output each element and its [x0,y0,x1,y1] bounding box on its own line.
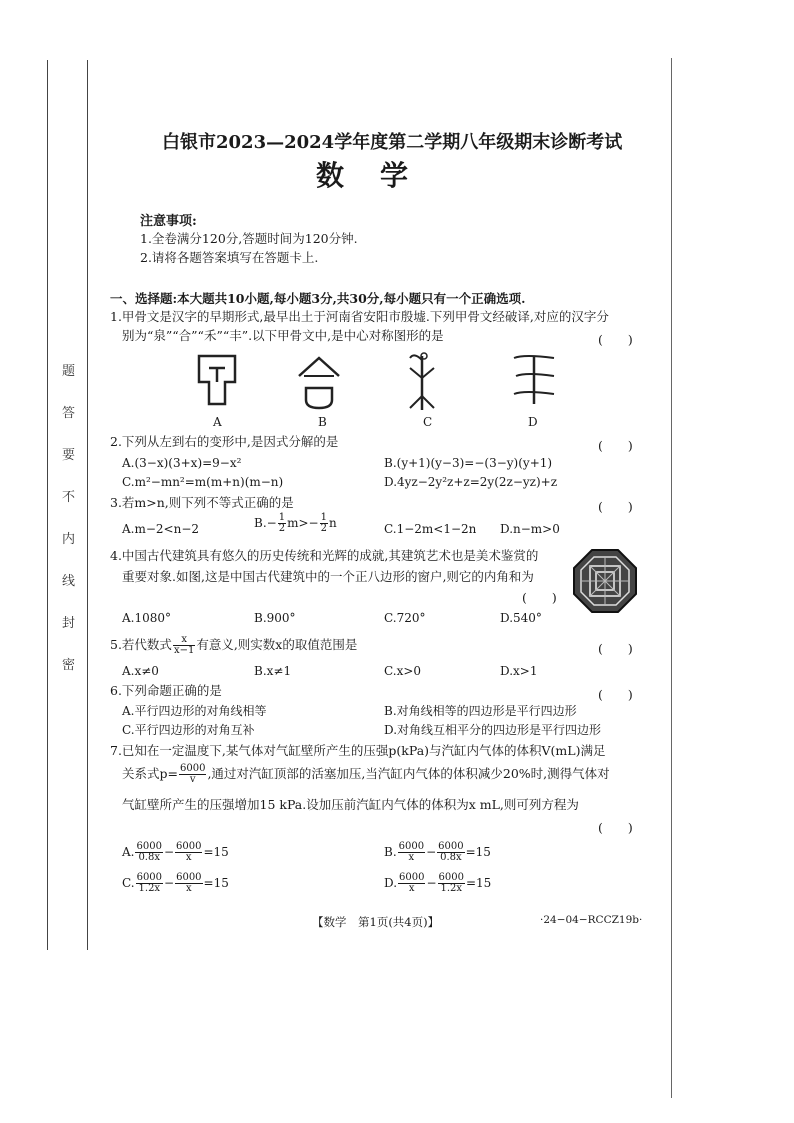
numerator: 6000 [398,841,425,852]
q7-option-c [122,873,229,894]
denominator: x [408,883,415,894]
q6-option-c: C.平行四边形的对角互补 [122,723,255,737]
subject-title: 数 学 [316,159,413,192]
option-label: C. [122,876,135,890]
note-item: 2.请将各题答案填写在答题卡上. [140,250,319,265]
figure-label: B [318,415,327,429]
q2-option-a: A.(3−x)(3+x)=9−x² [122,456,242,470]
equation-rhs: =15 [465,876,492,890]
numerator: 6000 [176,872,202,883]
equation-rhs: =15 [203,876,229,890]
q4-option-c: C.720° [384,611,426,625]
fraction [437,842,464,863]
q4-option-d: D.540° [500,611,542,625]
q7-option-d [384,873,491,894]
equation-rhs: =15 [465,845,491,859]
binding-char: 密 [62,658,76,673]
binding-line-left [47,60,48,950]
q7-stem-prefix: 关系式p= [122,766,178,781]
q2-option-d: D.4yz−2y²z+z=2y(2z−yz)+z [384,475,558,489]
minus-sign: − [426,845,437,859]
minus-sign: − [426,876,437,890]
fraction [398,873,425,894]
q3-stem: 3.若m>n,则下列不等式正确的是 [110,495,294,510]
oracle-glyph-he-grain [404,350,440,412]
fraction [175,873,202,894]
denominator: 1.2x [138,883,161,894]
q5-stem-prefix: 5.若代数式 [110,637,172,652]
denominator: x [186,883,192,894]
minus-sign: − [164,876,175,890]
denominator: 0.8x [440,852,462,863]
oracle-glyph-quan [195,352,239,412]
figure-label: D [528,415,538,429]
exam-title: 白银市2023—2024学年度第二学期八年级期末诊断考试 [162,132,623,153]
denominator: x [185,852,192,863]
q3-option-d: D.n−m>0 [500,522,560,536]
q7-stem: 7.已知在一定温度下,某气体对气缸壁所产生的压强p(kPa)与汽缸内气体的体积V(mL)满足 [110,743,606,758]
q5-option-c: C.x>0 [384,664,422,678]
q5-stem-suffix: 有意义,则实数x的取值范围是 [196,637,358,652]
denominator: 2 [278,523,286,534]
q6-option-b: B.对角线相等的四边形是平行四边形 [384,704,577,718]
denominator: x−1 [173,645,195,656]
option-label: D. [384,876,398,890]
fraction [398,842,425,863]
numerator: 6000 [136,872,163,883]
fraction [438,873,465,894]
answer-paren: ( ) [598,499,633,514]
q3-option-c: C.1−2m<1−2n [384,522,477,536]
figure-label: A [213,415,222,429]
binding-char: 答 [62,406,76,421]
q3-option-b-prefix: B.− [254,516,277,530]
notes-heading: 注意事项: [140,214,197,229]
numerator: 1 [320,512,327,523]
oracle-glyph-he [296,354,342,412]
q5-option-b: B.x≠1 [254,664,292,678]
answer-paren: ( ) [522,590,557,605]
q7-formula-fraction [179,764,206,785]
oracle-glyph-feng [510,352,556,408]
octagon-window-figure [572,548,638,614]
denominator: 1.2x [440,883,463,894]
option-label: B. [384,845,397,859]
numerator: 6000 [179,763,206,774]
denominator: x [408,852,415,863]
q4-stem: 4.中国古代建筑具有悠久的历史传统和光辉的成就,其建筑艺术也是美术鉴赏的 [110,548,539,563]
q3-option-b-mid: m>− [287,516,319,530]
numerator: 6000 [438,841,464,852]
denominator: 0.8x [138,852,160,863]
q4-option-a: A.1080° [122,611,172,625]
binding-line-right [87,60,88,950]
note-item: 1.全卷满分120分,答题时间为120分钟. [140,231,358,246]
q6-option-a: A.平行四边形的对角线相等 [122,704,267,718]
numerator: 6000 [438,872,464,883]
fraction [136,873,163,894]
numerator: 6000 [399,872,425,883]
binding-char: 要 [62,448,76,463]
q4-option-b: B.900° [254,611,296,625]
fraction [175,842,202,863]
q1-stem: 1.甲骨文是汉字的早期形式,最早出土于河南省安阳市殷墟.下列甲骨文经破译,对应的汉字分 [110,309,609,324]
q7-option-a [122,842,229,863]
q7-stem [122,764,610,785]
section-title: 一、选择题:本大题共10小题,每小题3分,共30分,每小题只有一个正确选项. [110,291,526,306]
q2-option-c: C.m²−mn²=m(m+n)(m−n) [122,475,284,489]
binding-char: 封 [62,616,76,631]
q7-stem-suffix: ,通过对汽缸顶部的活塞加压,当汽缸内气体的体积减少20%时,测得气体对 [207,766,610,781]
denominator: 2 [320,523,327,534]
q6-stem: 6.下列命题正确的是 [110,683,222,698]
q3-option-b [254,513,337,534]
fraction [135,842,162,863]
figure-label: C [423,415,433,429]
minus-sign: − [163,845,174,859]
numerator: x [173,635,195,646]
q4-stem: 重要对象.如图,这是中国古代建筑中的一个正八边形的窗户,则它的内角和为 [122,569,534,584]
binding-char: 线 [62,574,76,589]
q7-stem: 气缸壁所产生的压强增加15 kPa.设加压前汽缸内气体的体积为x mL,则可列方程为 [122,797,579,812]
option-label: A. [122,845,135,859]
fraction-half [320,513,328,534]
q5-stem [110,635,357,656]
denominator: v [189,774,196,785]
equation-rhs: =15 [203,845,229,859]
q3-option-b-suffix: n [328,516,337,530]
q1-stem: 别为“泉”“合”“禾”“丰”.以下甲骨文中,是中心对称图形的是 [122,328,444,343]
q5-option-d: D.x>1 [500,664,538,678]
q6-option-d: D.对角线互相平分的四边形是平行四边形 [384,723,602,737]
q5-option-a: A.x≠0 [122,664,159,678]
binding-char: 题 [62,364,76,379]
q7-option-b [384,842,491,863]
numerator: 6000 [176,841,202,852]
numerator: 6000 [136,841,162,852]
page-code: ·24−04−RCCZ19b· [540,914,643,926]
q3-option-a: A.m−2<n−2 [122,522,200,536]
q2-stem: 2.下列从左到右的变形中,是因式分解的是 [110,434,339,449]
q5-fraction [173,635,195,656]
answer-paren: ( ) [598,687,633,702]
page-edge-line [671,58,672,1098]
binding-char: 不 [62,490,76,505]
q2-option-b: B.(y+1)(y−3)=−(3−y)(y+1) [384,456,553,470]
numerator: 1 [278,512,286,523]
answer-paren: ( ) [598,438,633,453]
answer-paren: ( ) [598,820,633,835]
page-footer: 【数学 第1页(共4页)】 [312,915,440,929]
answer-paren: ( ) [598,332,633,347]
binding-char: 内 [62,532,76,547]
fraction-half [278,513,286,534]
answer-paren: ( ) [598,641,633,656]
